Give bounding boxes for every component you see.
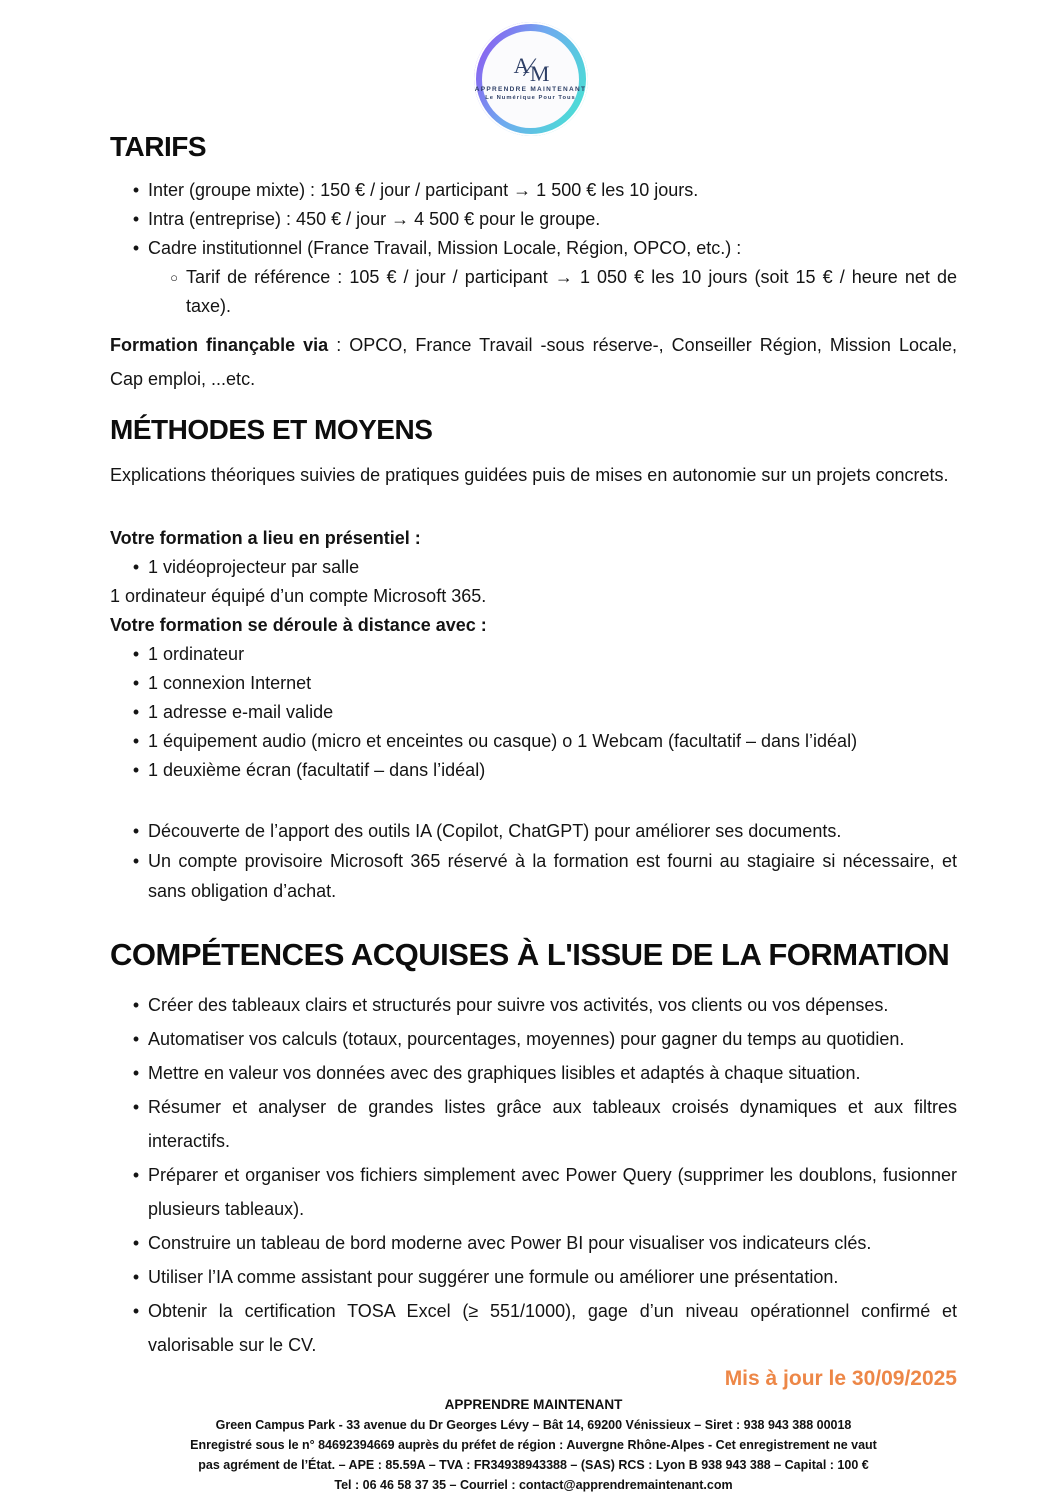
bullet-icon bbox=[110, 1090, 148, 1124]
presentiel-label: Votre formation a lieu en présentiel : bbox=[110, 528, 421, 548]
list-item bbox=[110, 1226, 957, 1260]
bullet-icon bbox=[110, 1260, 148, 1294]
distance-item: 1 ordinateur bbox=[148, 644, 245, 664]
bullet-icon bbox=[110, 553, 148, 582]
logo-monogram-slash: ⁄ bbox=[527, 52, 530, 82]
distance-item: 1 deuxième écran (facultatif – dans l’idéal) bbox=[148, 760, 486, 780]
list-item bbox=[110, 816, 957, 846]
updated-date: Mis à jour le 30/09/2025 bbox=[724, 1367, 957, 1390]
list-item bbox=[110, 1294, 957, 1362]
competence-item: Créer des tableaux clairs et structurés pour suivre vos activités, vos clients ou vos dépenses. bbox=[148, 995, 889, 1015]
competence-item: Obtenir la certification TOSA Excel (≥ 551/1000), gage d’un niveau opérationnel confirmé et valorisable sur le CV. bbox=[148, 1301, 957, 1355]
presentiel-list bbox=[110, 553, 957, 582]
footer-contact-line: Tel : 06 46 58 37 35 – Courriel : contact@apprendremaintenant.com bbox=[334, 1478, 733, 1492]
tarif-inter: Inter (groupe mixte) : 150 € / jour / participant → 1 500 € les 10 jours. bbox=[148, 180, 699, 200]
list-item bbox=[110, 176, 957, 205]
logo-monogram-a: A bbox=[513, 52, 528, 78]
tarifs-section bbox=[110, 131, 957, 396]
bullet-icon bbox=[110, 176, 148, 205]
competence-item: Utiliser l’IA comme assistant pour suggérer une formule ou améliorer une présentation. bbox=[148, 1267, 839, 1287]
footer-address-line: Green Campus Park - 33 avenue du Dr Georges Lévy – Bât 14, 69200 Vénissieux – Siret : 938 943 388 00018 bbox=[215, 1418, 852, 1432]
competence-item: Mettre en valeur vos données avec des graphiques lisibles et adaptés à chaque situation. bbox=[148, 1063, 861, 1083]
list-item bbox=[110, 669, 957, 698]
financing-text: : OPCO, France Travail -sous réserve-, Conseiller Région, Mission Locale, Cap emploi, ...etc. bbox=[110, 335, 958, 389]
bullet-icon bbox=[110, 1226, 148, 1260]
list-item bbox=[110, 640, 957, 669]
bullet-icon bbox=[110, 846, 148, 876]
bullet-icon bbox=[110, 816, 148, 846]
competence-item: Résumer et analyser de grandes listes grâce aux tableaux croisés dynamiques et aux filtres interactifs. bbox=[148, 1097, 957, 1151]
bullet-icon bbox=[110, 640, 148, 669]
list-item bbox=[110, 205, 957, 234]
list-subitem bbox=[110, 263, 957, 321]
distance-item: 1 connexion Internet bbox=[148, 673, 312, 693]
bullet-icon bbox=[110, 669, 148, 698]
list-item bbox=[110, 1022, 957, 1056]
methodes-heading: MÉTHODES ET MOYENS bbox=[110, 414, 433, 445]
tarif-cadre: Cadre institutionnel (France Travail, Mission Locale, Région, OPCO, etc.) : bbox=[148, 238, 742, 258]
distance-label: Votre formation se déroule à distance avec : bbox=[110, 615, 487, 635]
bullet-icon bbox=[110, 1056, 148, 1090]
bullet-icon bbox=[110, 205, 148, 234]
circle-bullet-icon bbox=[110, 263, 186, 293]
competences-list bbox=[110, 988, 957, 1362]
tarif-intra: Intra (entreprise) : 450 € / jour → 4 500 € pour le groupe. bbox=[148, 209, 601, 229]
presentiel-item: 1 vidéoprojecteur par salle bbox=[148, 557, 360, 577]
bullet-icon bbox=[110, 727, 148, 756]
competence-item: Préparer et organiser vos fichiers simplement avec Power Query (supprimer les doublons, fusionner plusieurs tableaux). bbox=[148, 1165, 957, 1219]
list-item bbox=[110, 1158, 957, 1226]
extra-list bbox=[110, 816, 957, 906]
competence-item: Construire un tableau de bord moderne avec Power BI pour visualiser vos indicateurs clés. bbox=[148, 1233, 872, 1253]
list-item bbox=[110, 846, 957, 906]
distance-item: 1 adresse e-mail valide bbox=[148, 702, 334, 722]
competence-item: Automatiser vos calculs (totaux, pourcentages, moyennes) pour gagner du temps au quotidien. bbox=[148, 1029, 905, 1049]
financing-label: Formation finançable via bbox=[110, 335, 329, 355]
methodes-intro: Explications théoriques suivies de pratiques guidées puis de mises en autonomie sur un projets concrets. bbox=[110, 465, 949, 485]
logo-tagline: Le Numérique Pour Tous bbox=[485, 95, 576, 102]
extra-item-compte: Un compte provisoire Microsoft 365 réservé à la formation est fourni au stagiaire si nécessaire, et sans obligation d’achat. bbox=[148, 851, 957, 901]
competences-heading: COMPÉTENCES ACQUISES À L'ISSUE DE LA FORMATION bbox=[110, 937, 950, 972]
bullet-icon bbox=[110, 756, 148, 785]
financing-paragraph bbox=[110, 328, 957, 396]
list-item bbox=[110, 1056, 957, 1090]
logo-monogram-m: M bbox=[529, 60, 548, 86]
bullet-icon bbox=[110, 1158, 148, 1192]
bullet-icon bbox=[110, 698, 148, 727]
list-item bbox=[110, 756, 957, 785]
page-footer bbox=[110, 1395, 957, 1495]
list-item bbox=[110, 988, 957, 1022]
list-item bbox=[110, 1260, 957, 1294]
list-item bbox=[110, 1090, 957, 1158]
list-item bbox=[110, 698, 957, 727]
tarifs-heading: TARIFS bbox=[110, 131, 207, 162]
list-item bbox=[110, 553, 957, 582]
company-logo bbox=[474, 22, 588, 136]
competences-section bbox=[110, 937, 957, 1362]
distance-list bbox=[110, 640, 957, 785]
bullet-icon bbox=[110, 1294, 148, 1328]
logo-monogram-icon bbox=[513, 52, 548, 86]
extra-item-ia: Découverte de l’apport des outils IA (Copilot, ChatGPT) pour améliorer ses documents. bbox=[148, 821, 842, 841]
list-item bbox=[110, 727, 957, 756]
presentiel-note: 1 ordinateur équipé d’un compte Microsoft 365. bbox=[110, 586, 487, 606]
methodes-section bbox=[110, 414, 957, 906]
logo-company-name: APPRENDRE MAINTENANT bbox=[474, 85, 587, 93]
footer-registration-line: Enregistré sous le n° 84692394669 auprès du préfet de région : Auvergne Rhône-Alpes - Cet enregistrement ne vaut bbox=[190, 1438, 877, 1452]
footer-company-name: APPRENDRE MAINTENANT bbox=[444, 1397, 623, 1412]
bullet-icon bbox=[110, 988, 148, 1022]
company-logo-inner bbox=[474, 31, 587, 128]
distance-item: 1 équipement audio (micro et enceintes ou casque) o 1 Webcam (facultatif – dans l’idéal) bbox=[148, 731, 858, 751]
list-item bbox=[110, 234, 957, 263]
bullet-icon bbox=[110, 234, 148, 263]
tarifs-list bbox=[110, 176, 957, 321]
footer-legal-line: pas agrément de l’État. – APE : 85.59A – TVA : FR34938943388 – (SAS) RCS : Lyon B 938 943 388 – Capital : 100 € bbox=[198, 1458, 869, 1472]
tarif-reference: Tarif de référence : 105 € / jour / participant → 1 050 € les 10 jours (soit 15 € / heure net de taxe). bbox=[186, 267, 957, 316]
bullet-icon bbox=[110, 1022, 148, 1056]
